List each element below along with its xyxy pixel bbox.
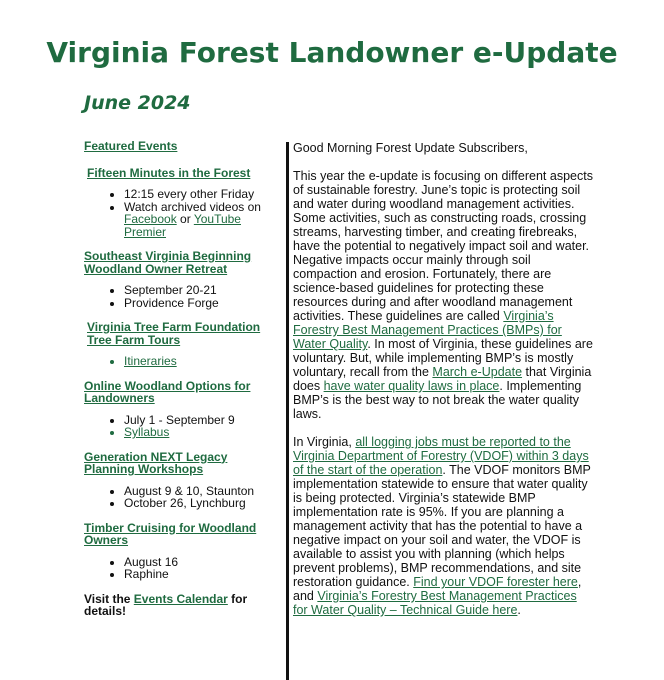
event-detail [124,201,280,239]
event-details-list [84,355,280,368]
visit-text: for details! [84,591,248,618]
article-paragraph [293,435,593,617]
event-generation-next [84,451,280,510]
event-details-list [84,188,280,238]
event-timber-cruising [84,522,280,581]
event-detail [124,355,280,368]
visit-calendar-note [84,593,280,618]
event-title-link[interactable]: Southeast Virginia Beginning Woodland Owner Retreat [84,249,252,276]
event-detail: • Providence Forge [124,297,280,310]
water-quality-laws-link[interactable]: have water quality laws in place [323,379,500,393]
technical-guide-link[interactable]: Virginia’s Forestry Best Management Practices for Water Quality – Technical Guide here [293,589,577,617]
event-detail: • October 26, Lynchburg [124,497,280,510]
event-detail [124,426,280,439]
column-divider [286,142,289,680]
issue-date: June 2024 [84,92,191,114]
main-article [293,141,593,631]
event-title-link[interactable]: Fifteen Minutes in the Forest [87,165,251,180]
featured-events-sidebar [84,140,280,618]
event-title-link[interactable]: Online Woodland Options for Landowners [84,378,251,405]
event-details-list [84,284,280,309]
event-details-list [84,414,280,439]
event-title-link[interactable]: Generation NEXT Legacy Planning Workshops [84,449,228,476]
visit-text: Visit the [84,591,134,606]
event-detail: • September 20-21 [124,284,280,297]
event-fifteen-minutes [84,167,280,239]
detail-text: or [176,212,194,226]
events-calendar-link[interactable]: Events Calendar [133,591,228,606]
event-title-link[interactable]: Timber Cruising for Woodland Owners [84,520,257,547]
detail-text: Watch archived videos on [124,199,261,214]
event-detail: • Raphine [124,568,280,581]
event-details-list [84,485,280,510]
event-online-woodland-options [84,380,280,439]
event-detail: • July 1 - September 9 [124,414,280,427]
article-paragraph [293,169,593,421]
featured-events-heading: Featured Events [84,139,178,153]
march-eupdate-link[interactable]: March e-Update [432,365,523,379]
facebook-link[interactable]: Facebook [124,212,177,226]
syllabus-link[interactable]: Syllabus [124,425,170,439]
greeting: Good Morning Forest Update Subscribers, [293,141,528,155]
paragraph-text: that Virginia does [293,365,592,393]
event-detail: • 12:15 every other Friday [124,188,280,201]
logging-jobs-report-link[interactable]: all logging jobs must be reported to the Virginia Department of Forestry (VDOF) within 3 days of the start of the operation [293,435,589,477]
bmp-guidelines-link[interactable]: Virginia’s Forestry Best Management Practices (BMPs) for Water Quality [293,309,562,351]
event-detail: • August 9 & 10, Staunton [124,485,280,498]
paragraph-text: . The VDOF monitors BMP implementation statewide to ensure that water quality is being protected. Virginia’s statewide BMP implementation rate is 95%. If you are planning a management activity that has the potential to have a negative impact on your soil and water, the VDOF is available to assist you with planning (which helps prevent problems), BMP recommendations, and site restoration guidance. [293,463,591,589]
youtube-premier-link[interactable]: YouTube Premier [124,212,241,239]
event-title-link[interactable]: Virginia Tree Farm Foundation Tree Farm Tours [87,320,261,347]
itineraries-link[interactable]: Itineraries [124,354,177,368]
event-tree-farm-tours [84,321,280,368]
paragraph-text: . [517,603,521,617]
paragraph-text: In Virginia, [293,435,356,449]
event-detail: • August 16 [124,556,280,569]
paragraph-text: . Implementing BMP’s is the best way to not break the water quality laws. [293,379,582,421]
paragraph-text: . In most of Virginia, these guidelines are voluntary. But, while implementing BMP’s is mostly voluntary, recall from the [293,337,593,379]
paragraph-text: This year the e-update is focusing on different aspects of sustainable forestry. June’s topic is protecting soil and water during woodland management activities. Some activities, such as constructing roads, crossing streams, harvesting timber, and creating firebreaks, have the potential to negatively impact soil and water. Negative impacts occur mainly through soil compaction and erosion. Fortunately, there are science-based guidelines for protecting these resources during and after woodland management activities. These guidelines are called [293,169,593,323]
event-southeast-retreat [84,250,280,309]
event-details-list [84,556,280,581]
find-forester-link[interactable]: Find your VDOF forester here [413,575,578,589]
newsletter-title: Virginia Forest Landowner e-Update [46,36,618,69]
paragraph-text: , and [293,575,582,603]
